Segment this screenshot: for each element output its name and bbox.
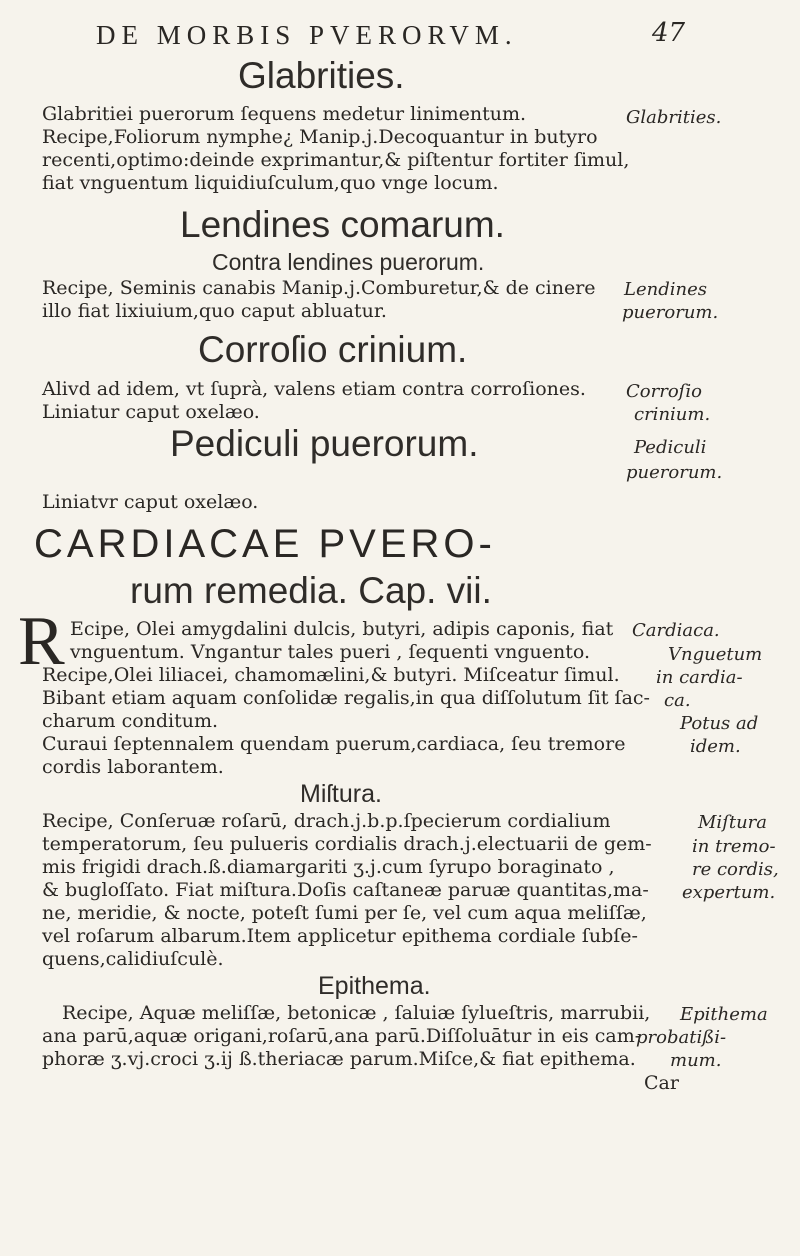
margin-note-cardiacae-1: Cardiaca. bbox=[632, 620, 720, 641]
mistura-line-4: & bugloſſato. Fiat miſtura.Doſis caſtaneæ paruæ quantitas,ma- bbox=[42, 879, 649, 901]
margin-note-glabrities: Glabrities. bbox=[626, 107, 722, 128]
running-title: DE MORBIS PVERORVM. bbox=[96, 20, 518, 50]
cardiacae-line-4: Bibant etiam aquam conſolidæ regalis,in qua diſſolutum ſit ſac- bbox=[42, 687, 650, 709]
mistura-line-1: Recipe, Conſeruæ roſarū, drach.j.b.p.ſpecierum cordialium bbox=[42, 810, 611, 832]
margin-note-lendines-2: puerorum. bbox=[622, 302, 719, 323]
drop-cap: R bbox=[18, 603, 65, 680]
glabrities-line-3: recenti,optimo:deinde exprimantur,& piſtentur fortiter ſimul, bbox=[42, 149, 630, 171]
margin-note-cardiacae-3: in cardia- bbox=[656, 667, 743, 688]
lendines-line-2: illo fiat lixiuium,quo caput abluatur. bbox=[42, 300, 387, 322]
cardiacae-line-6: Curaui ſeptennalem quendam puerum,cardiaca, ſeu tremore bbox=[42, 733, 626, 755]
margin-note-pediculi-1: Pediculi bbox=[634, 437, 707, 458]
margin-note-epithema-3: mum. bbox=[670, 1050, 722, 1071]
heading-glabrities: Glabrities. bbox=[238, 55, 405, 96]
margin-note-mistura-1: Miſtura bbox=[698, 812, 768, 833]
margin-note-cardiacae-4: ca. bbox=[664, 690, 691, 711]
mistura-line-3: mis frigidi drach.ß.diamargariti ʒ.j.cum ſyrupo boraginato , bbox=[42, 856, 615, 878]
epithema-line-1: Recipe, Aquæ meliſſæ, betonicæ , ſaluiæ ſylueſtris, marrubii, bbox=[62, 1002, 651, 1024]
mistura-line-2: temperatorum, ſeu pulueris cordialis drach.j.electuarii de gem- bbox=[42, 833, 652, 855]
glabrities-line-4: fiat vnguentum liquidiuſculum,quo vnge locum. bbox=[42, 172, 499, 194]
margin-note-cardiacae-6: idem. bbox=[690, 736, 741, 757]
cardiacae-line-7: cordis laborantem. bbox=[42, 756, 224, 778]
subheading-lendines: Contra lendines puerorum. bbox=[212, 249, 485, 275]
epithema-line-3: phoræ ʒ.vj.croci ʒ.ij ß.theriacæ parum.Miſce,& fiat epithema. bbox=[42, 1048, 636, 1070]
heading-corrosio: Corroſio crinium. bbox=[198, 329, 468, 370]
margin-note-mistura-4: expertum. bbox=[682, 882, 776, 903]
margin-note-epithema-1: Epithema bbox=[680, 1004, 768, 1025]
glabrities-line-2: Recipe,Foliorum nymphe¿ Manip.j.Decoquantur in butyro bbox=[42, 126, 598, 148]
lendines-line-1: Recipe, Seminis canabis Manip.j.Comburetur,& de cinere bbox=[42, 277, 596, 299]
margin-note-cardiacae-2: Vnguetum bbox=[668, 644, 763, 665]
cardiacae-line-2: vnguentum. Vngantur tales pueri , ſequenti vnguento. bbox=[70, 641, 591, 663]
pediculi-line-1: Liniatvr caput oxelæo. bbox=[42, 491, 259, 513]
mistura-line-5: ne, meridie, & nocte, poteſt ſumi per ſe, vel cum aqua meliſſæ, bbox=[42, 902, 647, 924]
chapter-heading-line-1: CARDIACAE PVERO- bbox=[34, 522, 496, 566]
margin-note-pediculi-2: puerorum. bbox=[626, 462, 723, 483]
mistura-line-7: quens,calidiuſculè. bbox=[42, 948, 224, 970]
margin-note-corrosio-1: Corroſio bbox=[626, 381, 702, 402]
corrosio-line-1: Alivd ad idem, vt ſuprà, valens etiam contra corroſiones. bbox=[42, 378, 586, 400]
heading-epithema: Epithema. bbox=[318, 972, 431, 1000]
catchword: Car bbox=[644, 1072, 679, 1094]
margin-note-mistura-3: re cordis, bbox=[692, 859, 779, 880]
margin-note-corrosio-2: crinium. bbox=[634, 404, 711, 425]
cardiacae-line-3: Recipe,Olei liliacei, chamomælini,& butyri. Miſceatur ſimul. bbox=[42, 664, 620, 686]
corrosio-line-2: Liniatur caput oxelæo. bbox=[42, 401, 260, 423]
page-number: 47 bbox=[652, 18, 686, 48]
heading-mistura: Miſtura. bbox=[300, 780, 382, 808]
margin-note-lendines-1: Lendines bbox=[624, 279, 707, 300]
mistura-line-6: vel roſarum albarum.Item applicetur epithema cordiale ſubſe- bbox=[42, 925, 638, 947]
cardiacae-line-1: Ecipe, Olei amygdalini dulcis, butyri, adipis caponis, fiat bbox=[70, 618, 614, 640]
glabrities-line-1: Glabritiei puerorum ſequens medetur linimentum. bbox=[42, 103, 527, 125]
heading-pediculi: Pediculi puerorum. bbox=[170, 423, 479, 464]
margin-note-mistura-2: in tremo- bbox=[692, 836, 776, 857]
epithema-line-2: ana parū,aquæ origani,roſarū,ana parū.Diſſoluātur in eis cam- bbox=[42, 1025, 642, 1047]
cardiacae-line-5: charum conditum. bbox=[42, 710, 219, 732]
margin-note-cardiacae-5: Potus ad bbox=[680, 713, 759, 734]
chapter-heading-line-2: rum remedia. Cap. vii. bbox=[130, 570, 492, 611]
margin-note-epithema-2: probatißi- bbox=[636, 1027, 727, 1048]
heading-lendines: Lendines comarum. bbox=[180, 204, 505, 245]
